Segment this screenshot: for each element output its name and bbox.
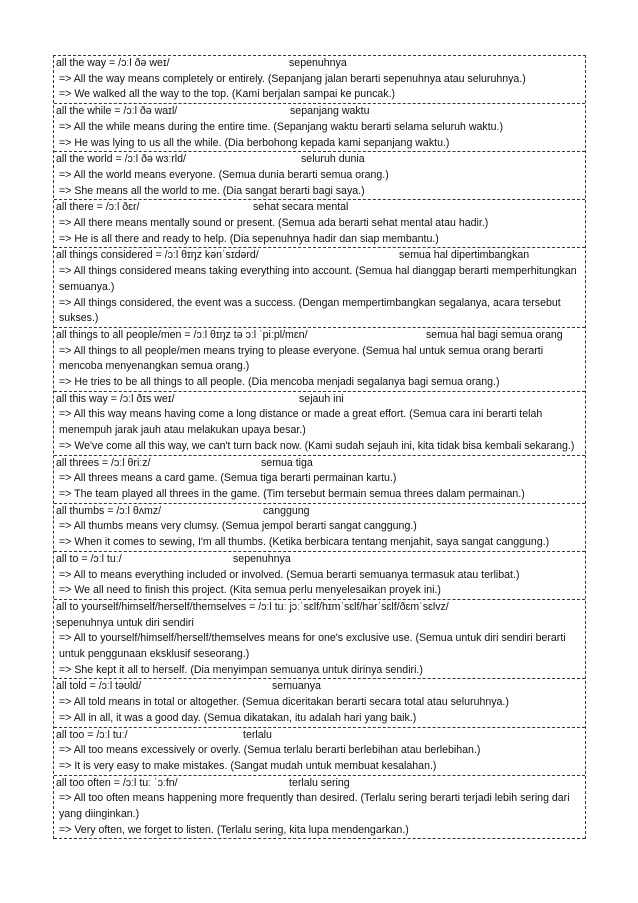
phrase-entry xyxy=(54,328,585,392)
phrase-heading xyxy=(54,200,585,216)
phrase-example: => Very often, we forget to listen. (Terlalu sering, kita lupa mendengarkan.) xyxy=(59,823,409,836)
phrase-heading xyxy=(54,728,585,744)
phrase-term: all the while = /ɔːl ðə waɪl/ xyxy=(56,105,178,118)
phrase-entry xyxy=(54,552,585,600)
phrase-example: => All things considered, the event was a success. (Dengan mempertimbangkan segalanya, acara tersebut sukses.) xyxy=(59,296,561,325)
phrase-meaning: => All the world means everyone. (Semua dunia berarti semua orang.) xyxy=(59,168,389,181)
phrase-entry xyxy=(54,776,585,840)
phrase-meaning: => All to means everything included or involved. (Semua berarti semuanya termasuk atau terlibat.) xyxy=(59,568,520,581)
phrase-heading xyxy=(54,600,585,616)
phrase-term: all the world = /ɔːl ðə wɜːrld/ xyxy=(56,153,186,166)
phrase-example: => She kept it all to herself. (Dia menyimpan semuanya untuk dirinya sendiri.) xyxy=(59,663,423,676)
phrase-example: => He was lying to us all the while. (Dia berbohong kepada kami sepanjang waktu.) xyxy=(59,136,450,149)
phrase-example: => The team played all threes in the game. (Tim tersebut bermain semua threes dalam permainan.) xyxy=(59,487,525,500)
phrase-entry xyxy=(54,248,585,328)
phrase-entry xyxy=(54,504,585,552)
phrase-heading xyxy=(54,328,585,344)
phrase-translation: semua hal bagi semua orang xyxy=(426,328,563,341)
phrase-meaning: => All things to all people/men means trying to please everyone. (Semua hal untuk semua orang berarti mencoba menyenangkan semua orang.) xyxy=(59,344,544,373)
phrase-heading xyxy=(54,104,585,120)
phrase-heading xyxy=(54,56,585,72)
phrase-translation: sepenuhnya xyxy=(289,57,347,69)
phrase-term: all things to all people/men = /ɔːl θɪŋz tə ɔːl ˈpiːpl/mɛn/ xyxy=(56,328,308,341)
phrase-translation: seluruh dunia xyxy=(301,153,365,166)
phrase-term: all to yourself/himself/herself/themselves = /ɔːl tuː jɔːˈsɛlf/hɪmˈsɛlf/hərˈsɛlf/ðɛmˈsɛlvz/ xyxy=(56,600,449,613)
phrase-meaning: => All too means excessively or overly. (Semua terlalu berarti berlebihan atau berlebihan.) xyxy=(59,744,481,757)
phrase-term: all this way = /ɔːl ðɪs weɪ/ xyxy=(56,392,175,405)
phrase-entry xyxy=(54,56,585,104)
phrase-translation: sejauh ini xyxy=(299,392,344,405)
phrase-meaning: => All there means mentally sound or present. (Semua ada berarti sehat mental atau hadir.) xyxy=(59,217,489,230)
phrase-example: => He tries to be all things to all people. (Dia mencoba menjadi segalanya bagi semua orang.) xyxy=(59,376,500,389)
phrase-translation: sepanjang waktu xyxy=(290,105,370,118)
phrase-term: all told = /ɔːl təʊld/ xyxy=(56,680,142,693)
phrase-meaning: => All told means in total or altogether. (Semua diceritakan berarti secara total atau seluruhnya.) xyxy=(59,696,509,709)
phrase-meaning: => All the while means during the entire time. (Sepanjang waktu berarti selama seluruh waktu.) xyxy=(59,120,503,133)
phrase-entry xyxy=(54,600,585,680)
phrase-meaning: => All to yourself/himself/herself/themselves means for one's exclusive use. (Semua untuk diri sendiri berarti untuk penggunaan eksklusif seseorang.) xyxy=(59,632,566,661)
phrase-meaning: => All this way means having come a long distance or made a great effort. (Semua cara ini berarti telah menempuh jarak jauh atau melakukan upaya besar.) xyxy=(59,408,543,437)
phrase-example: => It is very easy to make mistakes. (Sangat mudah untuk membuat kesalahan.) xyxy=(59,759,437,772)
phrase-translation: sepenuhnya xyxy=(233,552,291,565)
phrase-example: => He is all there and ready to help. (Dia sepenuhnya hadir dan siap membantu.) xyxy=(59,232,439,245)
phrase-term: all too = /ɔːl tuː/ xyxy=(56,728,128,741)
phrase-translation: semua hal dipertimbangkan xyxy=(399,249,530,262)
phrase-example: => We all need to finish this project. (Kita semua perlu menyelesaikan proyek ini.) xyxy=(59,584,441,597)
phrase-term: all to = /ɔːl tuː/ xyxy=(56,552,122,565)
phrase-heading xyxy=(54,152,585,168)
phrase-entry xyxy=(54,728,585,776)
phrase-translation: semuanya xyxy=(272,680,321,693)
phrase-translation: terlalu xyxy=(243,728,272,741)
phrase-example: => All in all, it was a good day. (Semua dikatakan, itu adalah hari yang baik.) xyxy=(59,711,417,724)
phrase-translation: canggung xyxy=(263,504,310,517)
phrase-term: all the way = /ɔːl ðə weɪ/ xyxy=(56,57,170,69)
phrase-example: => We walked all the way to the top. (Kami berjalan sampai ke puncak.) xyxy=(59,88,396,101)
phrase-term: all thumbs = /ɔːl θʌmz/ xyxy=(56,504,162,517)
phrase-entry xyxy=(54,392,585,456)
phrase-translation: terlalu sering xyxy=(289,776,350,789)
phrase-term: all things considered = /ɔːl θɪŋz kənˈsɪdərd/ xyxy=(56,249,259,262)
phrase-heading xyxy=(54,504,585,520)
phrase-example: => She means all the world to me. (Dia sangat berarti bagi saya.) xyxy=(59,184,365,197)
phrase-heading xyxy=(54,248,585,264)
phrase-meaning: => All the way means completely or entirely. (Sepanjang jalan berarti sepenuhnya atau seluruhnya.) xyxy=(59,72,526,85)
phrase-term: all there = /ɔːl ðɛr/ xyxy=(56,201,140,214)
phrase-meaning: => All things considered means taking everything into account. (Semua hal dianggap berarti memperhitungkan semuanya.) xyxy=(59,265,577,293)
phrase-heading xyxy=(54,456,585,472)
phrase-translation: semua tiga xyxy=(261,456,313,469)
phrase-example: => When it comes to sewing, I'm all thumbs. (Ketika berbicara tentang menjahit, saya sangat canggung.) xyxy=(59,536,550,549)
phrase-entry xyxy=(54,679,585,727)
phrase-translation: sehat secara mental xyxy=(253,201,349,214)
phrase-meaning: => All thumbs means very clumsy. (Semua jempol berarti sangat canggung.) xyxy=(59,520,417,533)
phrase-term: all threes = /ɔːl θriːz/ xyxy=(56,456,151,469)
phrase-entry xyxy=(54,456,585,504)
phrase-table xyxy=(53,55,586,839)
phrase-meaning: => All too often means happening more frequently than desired. (Terlalu sering berarti terjadi lebih sering dari yang diinginkan.) xyxy=(59,792,570,821)
phrase-heading xyxy=(54,392,585,408)
phrase-heading xyxy=(54,679,585,695)
phrase-meaning: => All threes means a card game. (Semua tiga berarti permainan kartu.) xyxy=(59,472,397,485)
phrase-example: => We've come all this way, we can't turn back now. (Kami sudah sejauh ini, kita tidak bisa kembali sekarang.) xyxy=(59,439,575,452)
phrase-term: all too often = /ɔːl tuː ˈɔːfn/ xyxy=(56,776,178,789)
phrase-entry xyxy=(54,200,585,248)
phrase-entry xyxy=(54,152,585,200)
phrase-translation: sepenuhnya untuk diri sendiri xyxy=(56,616,194,629)
phrase-entry xyxy=(54,104,585,152)
phrase-heading xyxy=(54,776,585,792)
phrase-heading xyxy=(54,552,585,568)
